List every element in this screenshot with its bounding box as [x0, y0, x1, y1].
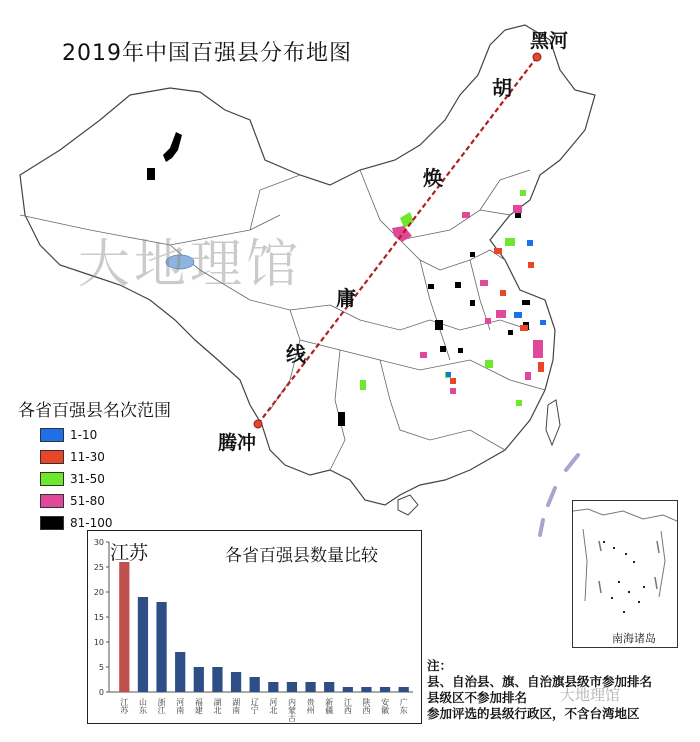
legend-swatch: [40, 450, 64, 464]
x-tick-label: 贵州: [306, 698, 316, 714]
x-tick-label: 浙江: [157, 698, 167, 714]
inset-map: [573, 501, 677, 647]
legend-swatch: [40, 516, 64, 530]
bar: [175, 652, 185, 692]
city-label-heihe: 黑河: [530, 30, 569, 52]
legend-item-4: [40, 494, 105, 508]
bar: [287, 682, 297, 692]
x-tick-label: 辽宁: [250, 698, 260, 714]
bar: [268, 682, 278, 692]
hu-line-char-1: 胡: [492, 76, 512, 100]
note-line-2: 县级区不参加排名: [427, 690, 528, 705]
legend-swatch: [40, 472, 64, 486]
hu-line-char-4: 线: [286, 342, 306, 366]
bar: [156, 602, 166, 692]
x-tick-label: 福建: [194, 698, 204, 714]
chart-title: 各省百强县数量比较: [225, 546, 378, 566]
legend-item-2: [40, 450, 105, 464]
y-tick-label: 10: [93, 638, 104, 647]
y-tick-label: 5: [98, 663, 104, 672]
legend-item-1: [40, 428, 97, 442]
x-tick-label: 内蒙古: [287, 698, 297, 722]
note-title: 注：: [427, 658, 453, 673]
note-line-1: 县、自治县、旗、自治旗县级市参加排名: [427, 674, 653, 689]
legend-label: 31-50: [70, 472, 105, 486]
x-tick-label: 安徽: [380, 698, 390, 714]
hainan-island: [398, 495, 418, 515]
x-tick-label: 山东: [138, 698, 148, 714]
y-tick-label: 20: [93, 588, 104, 597]
y-tick-label: 30: [93, 538, 104, 547]
y-tick-label: 15: [93, 613, 104, 622]
legend-label: 11-30: [70, 450, 105, 464]
inset-label: 南海诸岛: [612, 632, 656, 645]
y-tick-label: 25: [93, 563, 104, 572]
note-line-3: 参加评选的县级行政区，不含台湾地区: [427, 706, 640, 721]
x-tick-label: 陕西: [361, 698, 371, 714]
bar: [194, 667, 204, 692]
bar: [212, 667, 222, 692]
hu-line-char-3: 庸: [336, 286, 356, 310]
chart-highlight-label: 江苏: [110, 542, 149, 564]
watermark: 大地理馆: [78, 235, 303, 295]
bar: [361, 687, 371, 692]
x-tick-label: 江西: [343, 698, 353, 714]
bar: [324, 682, 334, 692]
legend-title: 各省百强县名次范围: [18, 401, 171, 421]
legend-label: 51-80: [70, 494, 105, 508]
legend-item-3: [40, 472, 105, 486]
city-label-tengchong: 腾冲: [218, 432, 257, 454]
heihe-marker: [533, 53, 541, 61]
hu-line-char-2: 焕: [423, 166, 443, 190]
watermark-small: 大地理馆: [560, 686, 621, 704]
bar: [250, 677, 260, 692]
x-tick-label: 新疆: [324, 698, 334, 714]
bar: [305, 682, 315, 692]
tengchong-marker: [254, 420, 262, 428]
legend-swatch: [40, 428, 64, 442]
taiwan-island: [546, 400, 560, 445]
bar: [231, 672, 241, 692]
x-tick-label: 河南: [175, 698, 185, 714]
x-tick-label: 河北: [268, 698, 278, 714]
bar: [399, 687, 409, 692]
south-china-sea-inset: [572, 500, 678, 648]
bar: [343, 687, 353, 692]
map-title: 2019年中国百强县分布地图: [62, 41, 352, 66]
legend-item-5: [40, 516, 113, 530]
bar: [380, 687, 390, 692]
x-tick-label: 江苏: [119, 698, 129, 714]
x-tick-label: 湖北: [212, 698, 222, 714]
x-tick-label: 广东: [399, 698, 409, 714]
bar: [138, 597, 148, 692]
bar: [119, 562, 129, 692]
x-tick-label: 湖南: [231, 698, 241, 714]
legend-swatch: [40, 494, 64, 508]
y-tick-label: 0: [98, 688, 104, 697]
legend-label: 1-10: [70, 428, 98, 442]
legend-label: 81-100: [70, 516, 113, 530]
